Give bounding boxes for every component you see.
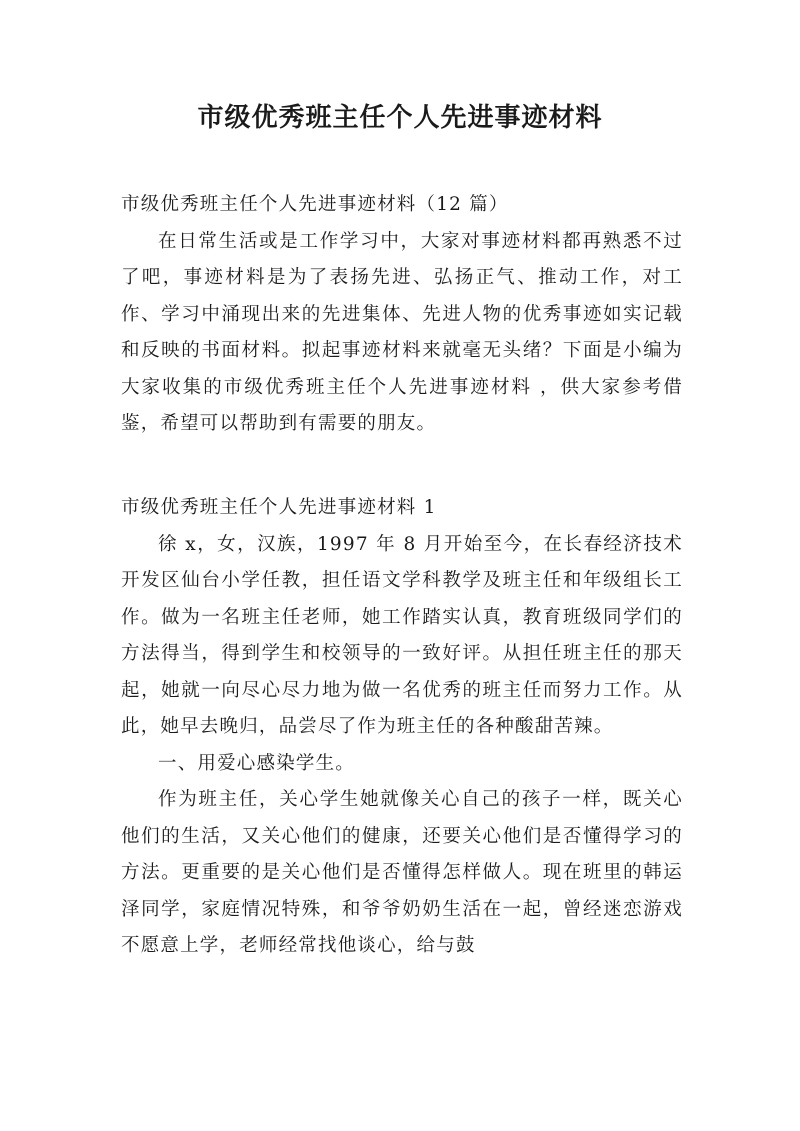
section-1: [121, 490, 683, 965]
intro-paragraph: 在日常生活或是工作学习中，大家对事迹材料都再熟悉不过了吧，事迹材料是为了表扬先进、弘扬正气、推动工作，对工作、学习中涌现出来的先进集体、先进人物的优秀事迹如实记载和反映的书面材料。拟起事迹材料来就毫无头绪？下面是小编为大家收集的市级优秀班主任个人先进事迹材料 ，供大家参考借鉴，希望可以帮助到有需要的朋友。: [121, 230, 683, 434]
intro-section: [121, 187, 683, 443]
section-1-subheading: 一、用爱心感染学生。: [158, 752, 356, 774]
section-1-paragraph-2: 作为班主任，关心学生她就像关心自己的孩子一样，既关心他们的生活，又关心他们的健康，还要关心他们是否懂得学习的方法。更重要的是关心他们是否懂得怎样做人。现在班里的韩运泽同学，家庭情况特殊，和爷爷奶奶生活在一起，曾经迷恋游戏不愿意上学，老师经常找他谈心，给与鼓: [121, 789, 683, 956]
section-1-paragraph-1: 徐 x，女，汉族，1997 年 8 月开始至今，在长春经济技术开发区仙台小学任教，担任语文学科教学及班主任和年级组长工作。做为一名班主任老师，她工作踏实认真，教育班级同学们的方法得当，得到学生和校领导的一致好评。从担任班主任的那天起，她就一向尽心尽力地为做一名优秀的班主任而努力工作。从此，她早去晚归，品尝尽了作为班主任的各种酸甜苦辣。: [121, 533, 683, 737]
document-title: 市级优秀班主任个人先进事迹材料: [197, 103, 603, 133]
intro-heading: 市级优秀班主任个人先进事迹材料（12 篇）: [121, 194, 509, 215]
section-1-heading: 市级优秀班主任个人先进事迹材料 1: [121, 497, 437, 518]
